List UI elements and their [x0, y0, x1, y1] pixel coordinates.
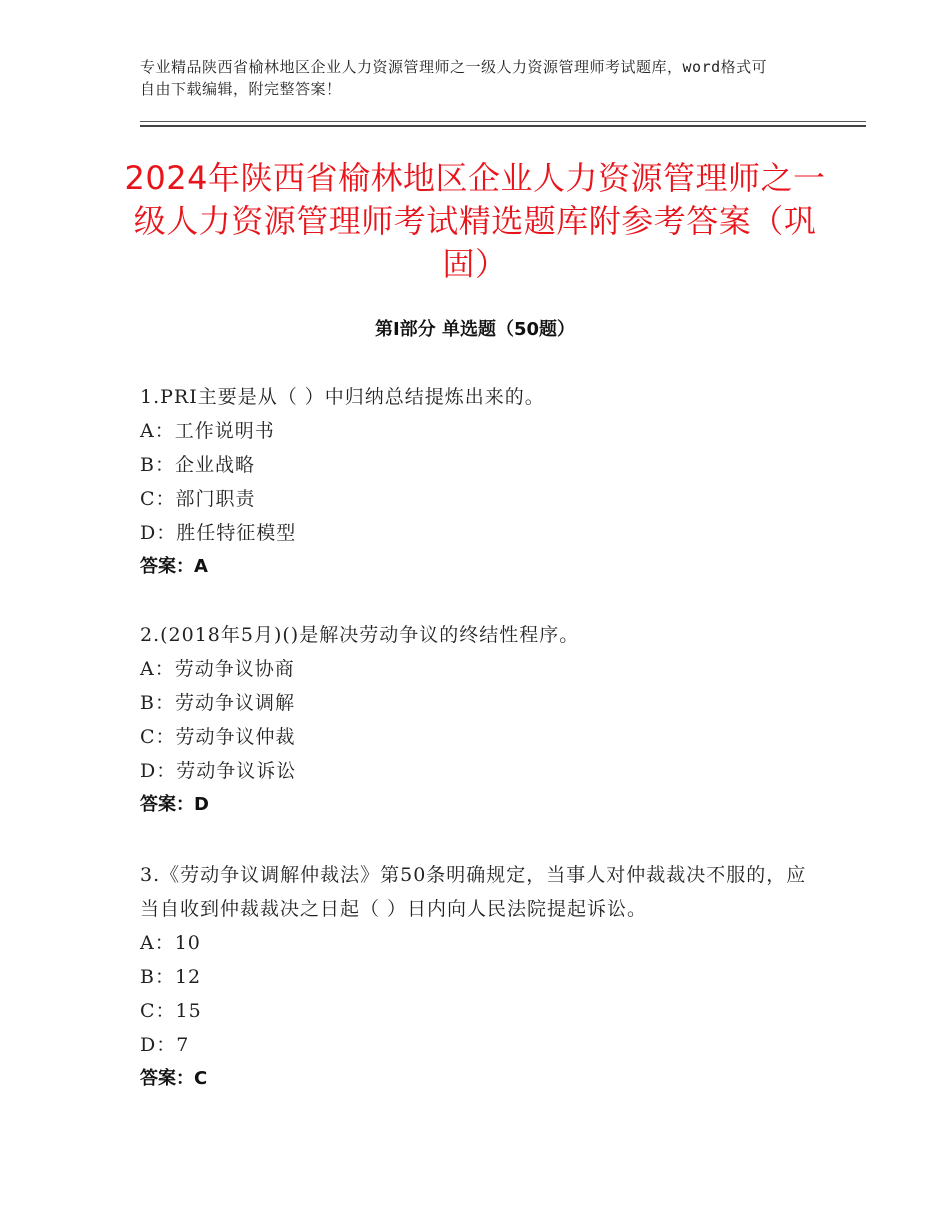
option-a: A：工作说明书: [140, 420, 275, 442]
option-a: A：劳动争议协商: [140, 658, 295, 680]
option-c: C：部门职责: [140, 488, 256, 510]
option-c: C：15: [140, 1000, 202, 1022]
option-b: B：12: [140, 966, 202, 988]
answer: 答案：D: [140, 794, 209, 815]
header-rule-thin: [140, 121, 866, 122]
option-d: D：劳动争议诉讼: [140, 760, 297, 782]
answer: 答案：C: [140, 1068, 208, 1089]
question-1: [140, 380, 820, 584]
section-heading: 第Ⅰ部分 单选题（50题）: [374, 319, 575, 340]
document-title: 2024年陕西省榆林地区企业人力资源管理师之一级人力资源管理师考试精选题库附参考答案（巩固）: [124, 159, 826, 283]
option-b: B：劳动争议调解: [140, 692, 295, 714]
question-stem: 3.《劳动争议调解仲裁法》第50条明确规定，当事人对仲裁裁决不服的，应当自收到仲裁裁决之日起（ ）日内向人民法院提起诉讼。: [140, 864, 807, 920]
question-stem: 2.(2018年5月)()是解决劳动争议的终结性程序。: [140, 624, 580, 646]
answer: 答案：A: [140, 556, 208, 577]
header-rule-thick: [140, 125, 866, 127]
option-b: B：企业战略: [140, 454, 255, 476]
option-a: A：10: [140, 932, 201, 954]
question-stem: 1.PRI主要是从（ ）中归纳总结提炼出来的。: [140, 386, 545, 408]
option-c: C：劳动争议仲裁: [140, 726, 296, 748]
question-2: [140, 618, 820, 822]
question-3: [140, 858, 820, 1096]
header-note: 专业精品陕西省榆林地区企业人力资源管理师之一级人力资源管理师考试题库，word格式可自由下载编辑，附完整答案！: [140, 58, 768, 98]
option-d: D：7: [140, 1034, 190, 1056]
option-d: D：胜任特征模型: [140, 522, 297, 544]
